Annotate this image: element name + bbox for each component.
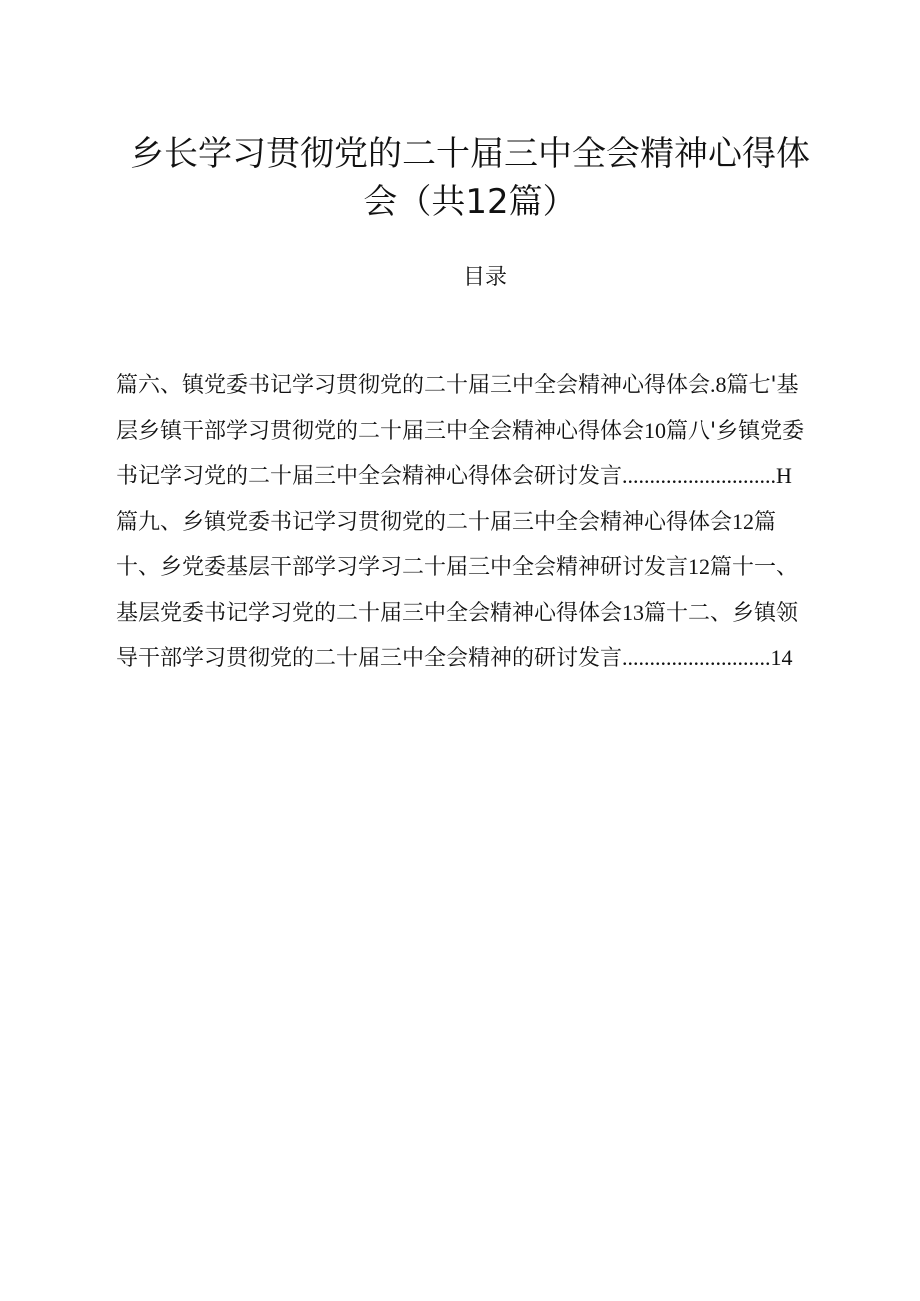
toc-page-number: 10 xyxy=(644,417,667,443)
toc-line-text: 篇九、乡镇党委书记学习贯彻党的二十届三中全会精神心得体会 xyxy=(116,509,733,535)
toc-page-number: ............................H xyxy=(622,463,792,488)
toc-line-tail: 篇十二、乡镇领 xyxy=(644,600,799,626)
toc-line[interactable] xyxy=(116,362,836,408)
toc-page-number: .8 xyxy=(710,372,727,397)
toc-page-number: 12 xyxy=(732,508,755,534)
table-of-contents xyxy=(116,362,836,681)
toc-line-text: 导干部学习贯彻党的二十届三中全会精神的研讨发言 xyxy=(116,646,623,671)
toc-line[interactable] xyxy=(116,635,836,681)
toc-page-number: 12 xyxy=(688,554,711,579)
document-title xyxy=(120,130,820,226)
toc-line-text: 基层党委书记学习党的二十届三中全会精神心得体会 xyxy=(116,600,623,626)
toc-line-tail: 篇七'基 xyxy=(726,373,799,398)
toc-line[interactable] xyxy=(116,499,836,545)
toc-line[interactable] xyxy=(116,590,836,636)
toc-line-tail: 篇十一、 xyxy=(710,555,799,580)
title-line-2: 会（共12篇） xyxy=(363,182,577,222)
toc-line-tail: 篇 xyxy=(754,509,777,535)
toc-line[interactable] xyxy=(116,408,836,454)
toc-line-text: 十、乡党委基层干部学习学习二十届三中全会精神研讨发言 xyxy=(116,555,689,580)
toc-line-text: 书记学习党的二十届三中全会精神心得体会研讨发言 xyxy=(116,464,623,489)
toc-line[interactable] xyxy=(116,453,836,499)
toc-page-number: ...........................14 xyxy=(622,645,793,670)
toc-line-text: 篇六、镇党委书记学习贯彻党的二十届三中全会精神心得体会 xyxy=(116,373,711,398)
title-line-1: 乡长学习贯彻党的二十届三中全会精神心得体 xyxy=(130,134,810,174)
toc-line[interactable] xyxy=(116,544,836,590)
toc-line-tail: 篇八'乡镇党委 xyxy=(666,418,805,444)
toc-heading: 目录 xyxy=(462,265,507,290)
toc-line-text: 层乡镇干部学习贯彻党的二十届三中全会精神心得体会 xyxy=(116,418,645,444)
toc-page-number: 13 xyxy=(622,599,645,625)
